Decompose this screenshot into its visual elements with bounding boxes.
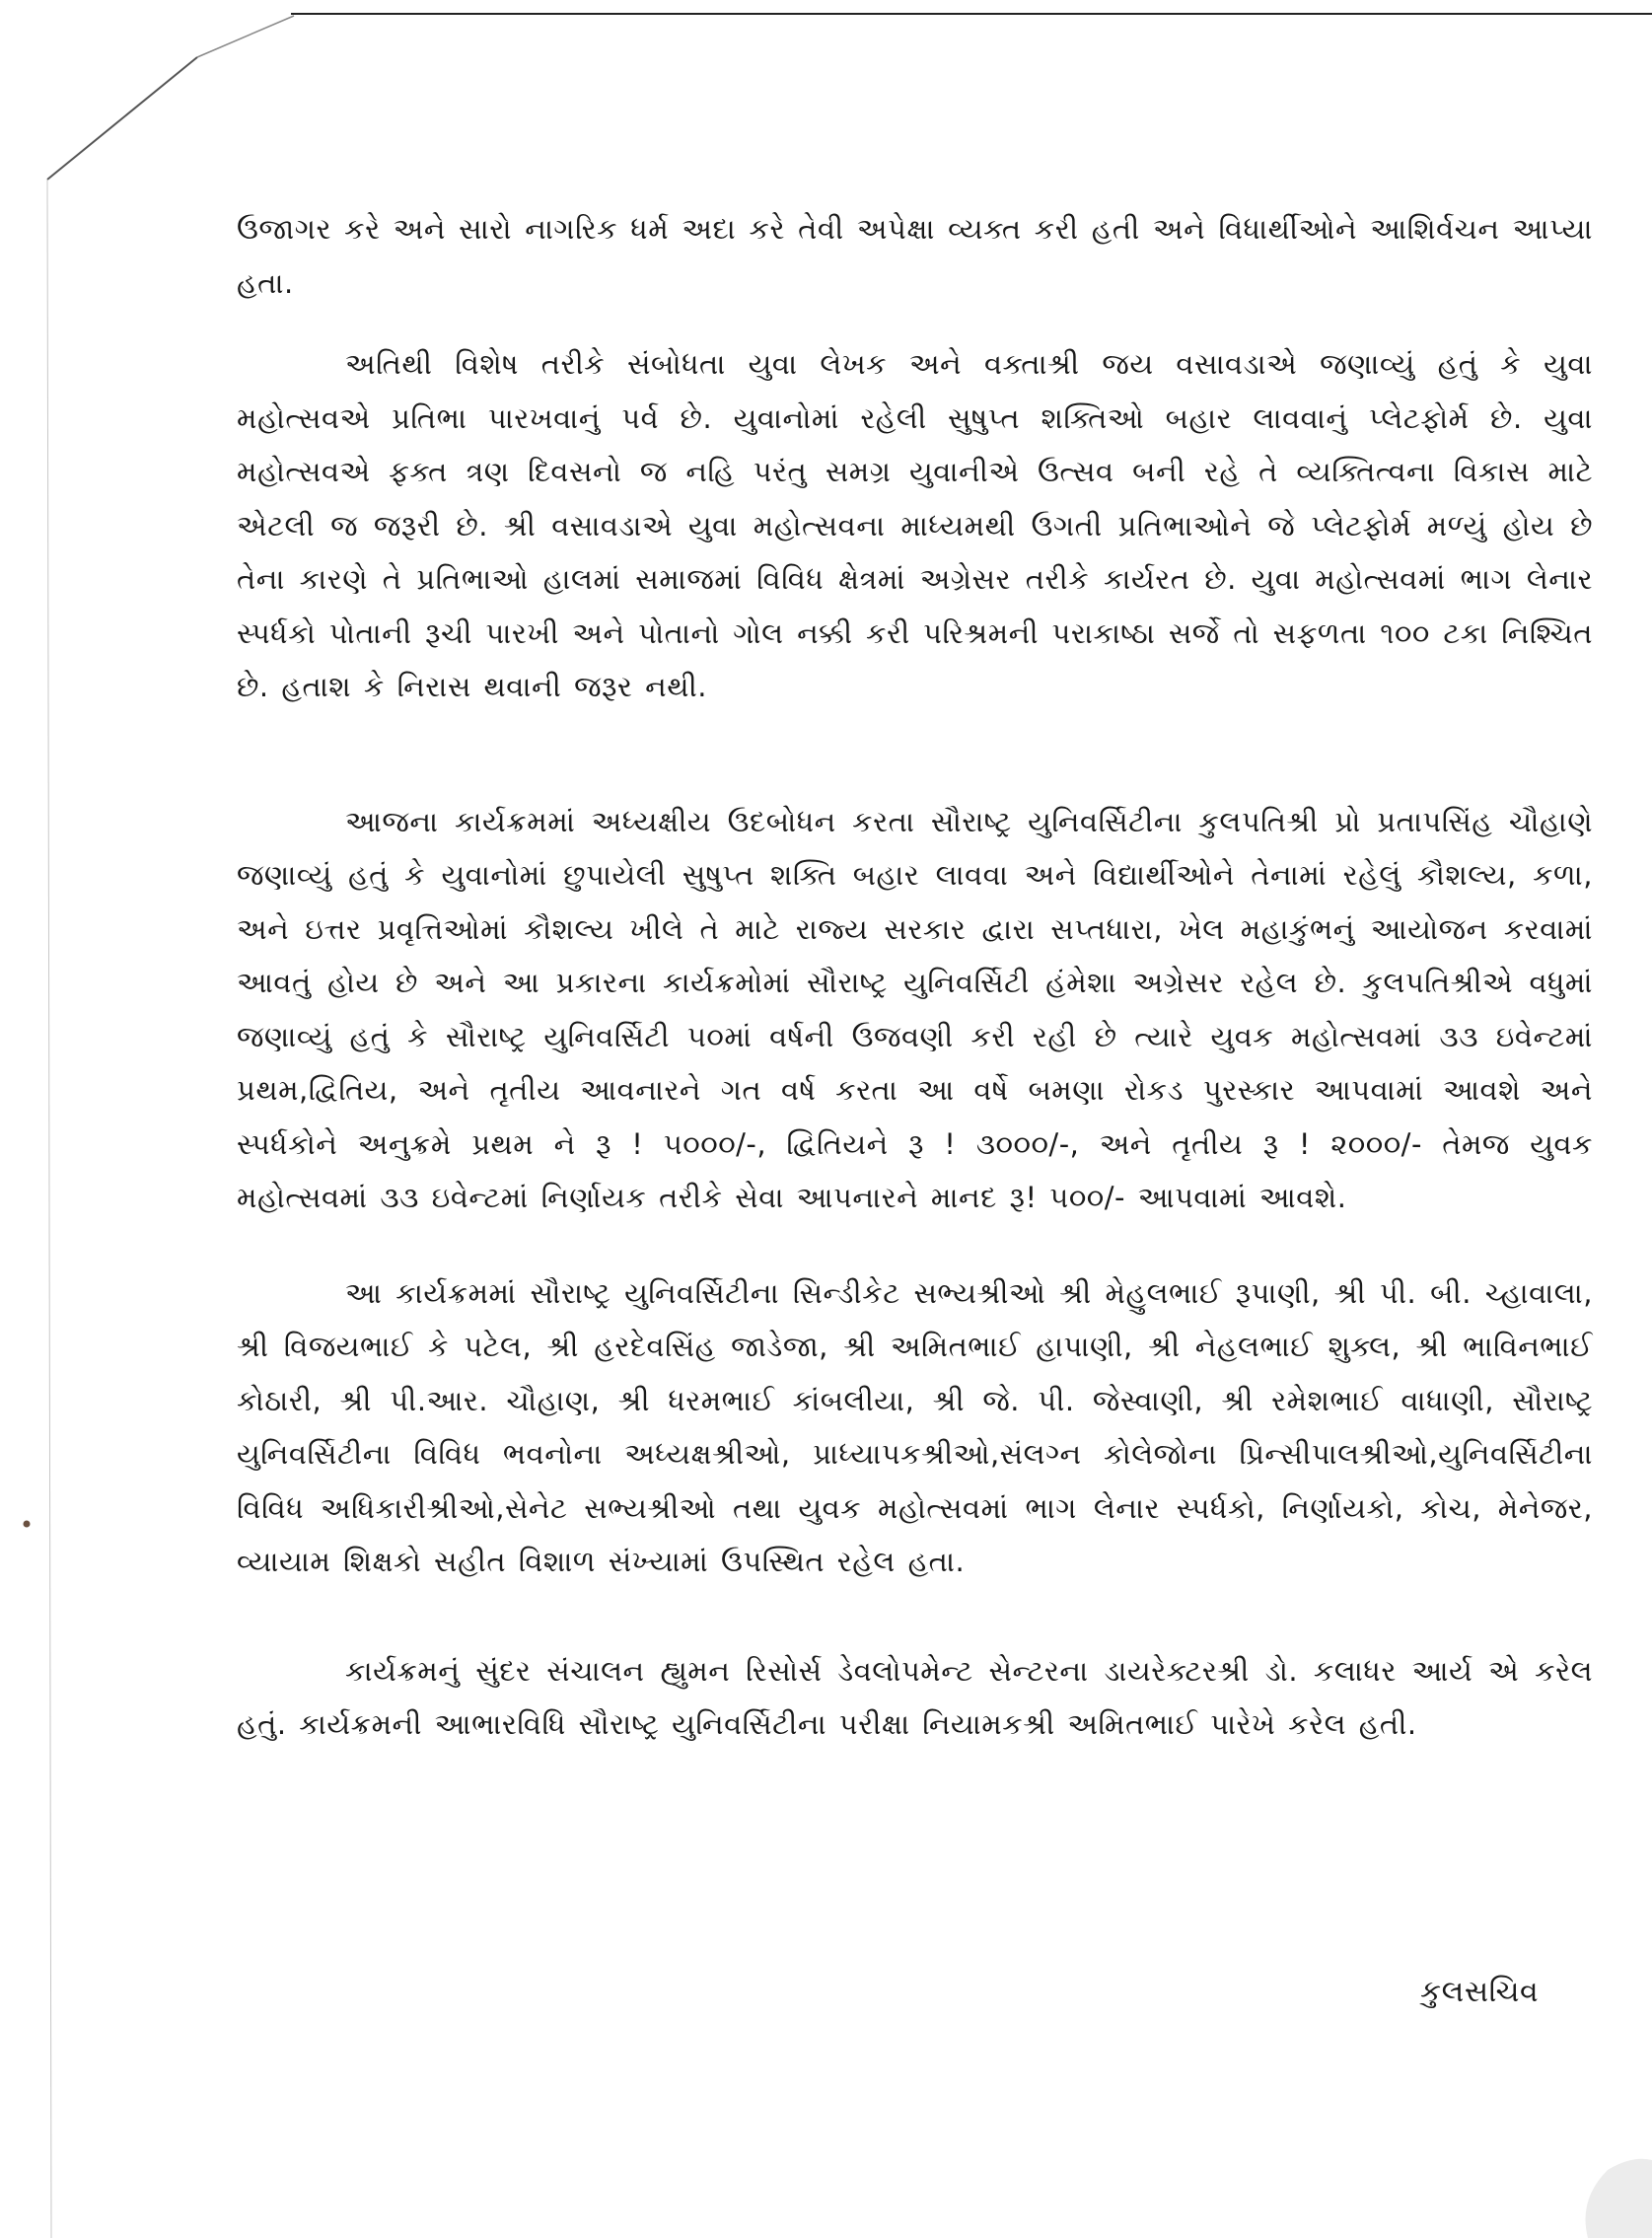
paragraph-attendees: આ કાર્યક્રમમાં સૌરાષ્ટ્ર યુનિવર્સિટીના સિન્ડીકેટ સભ્યશ્રીઓ શ્રી મેહુલભાઈ રૂપાણી, શ્રી પી. બી. ચ્હાવાલા, શ્રી વિજયભાઈ કે પટેલ, શ્રી હરદેવસિંહ જાડેજા, શ્રી અમિતભાઈ હાપાણી, શ્રી નેહલભાઈ શુક્લ, શ્રી ભાવિનભાઈ કોઠારી, શ્રી પી.આર. ચૌહાણ, શ્રી ધરમભાઈ કાંબલીયા, શ્રી જે. પી. જેસ્વાણી, શ્રી રમેશભાઈ વાધાણી, સૌરાષ્ટ્ર યુનિવર્સિટીના વિવિધ ભવનોના અધ્યક્ષશ્રીઓ, પ્રાધ્યાપકશ્રીઓ,સંલગ્ન કોલેજોના પ્રિન્સીપાલશ્રીઓ,યુનિવર્સિટીના વિવિધ અધિકારીશ્રીઓ,સેનેટ સભ્યશ્રીઓ તથા યુવક મહોત્સવમાં ભાગ લેનાર સ્પર્ધકો, નિર્ણાયકો, કોચ, મેનેજર, વ્યાયામ શિક્ષકો સહીત વિશાળ સંખ્યામાં ઉપસ્થિત રહેલ હતા. xyxy=(237,1275,1593,1578)
paragraph-blessing: ઉજાગર કરે અને સારો નાગરિક ધર્મ અદા કરે તેવી અપેક્ષા વ્યક્ત કરી હતી અને વિધાર્થીઓને આશિર્વચન આપ્યા હતા. xyxy=(237,212,1593,300)
signature-registrar: કુલસચિવ xyxy=(1420,1975,1540,2009)
paragraph-guest-speech: અતિથી વિશેષ તરીકે સંબોધતા યુવા લેખક અને વક્તાશ્રી જય વસાવડાએ જણાવ્યું હતું કે યુવા મહોત્સવએ પ્રતિભા પારખવાનું પર્વ છે. યુવાનોમાં રહેલી સુષુપ્ત શક્તિઓ બહાર લાવવાનું પ્લેટફોર્મ છે. યુવા મહોત્સવએ ફક્ત ત્રણ દિવસનો જ નહિ પરંતુ સમગ્ર યુવાનીએ ઉત્સવ બની રહે તે વ્યક્તિત્વના વિકાસ માટે એટલી જ જરૂરી છે. શ્રી વસાવડાએ યુવા મહોત્સવના માધ્યમથી ઉગતી પ્રતિભાઓને જે પ્લેટફોર્મ મળ્યું હોય છે તેના કારણે તે પ્રતિભાઓ હાલમાં સમાજમાં વિવિધ ક્ષેત્રમાં અગ્રેસર તરીકે કાર્યરત છે. યુવા મહોત્સવમાં ભાગ લેનાર સ્પર્ધકો પોતાની રૂચી પારખી અને પોતાનો ગોલ નક્કી કરી પરિશ્રમની પરાકાષ્ઠા સર્જે તો સફળતા ૧૦૦ ટકા નિશ્ચિત છે. હતાશ કે નિરાસ થવાની જરૂર નથી. xyxy=(237,347,1593,703)
paragraph-anchoring-thanks: કાર્યક્રમનું સુંદર સંચાલન હ્યુમન રિસોર્સ ડેવલોપમેન્ટ સેન્ટરના ડાયરેક્ટરશ્રી ડો. કલાધર આર્ય એ કરેલ હતું. કાર્યક્રમની આભારવિધિ સૌરાષ્ટ્ર યુનિવર્સિટીના પરીક્ષા નિયામકશ્રી અમિતભાઈ પારેખે કરેલ હતી. xyxy=(237,1653,1593,1741)
document-body xyxy=(237,202,1593,1752)
paragraph-vice-chancellor-speech: આજના કાર્યક્રમમાં અધ્યક્ષીય ઉદબોધન કરતા સૌરાષ્ટ્ર યુનિવર્સિટીના કુલપતિશ્રી પ્રો પ્રતાપસિંહ ચૌહાણે જણાવ્યું હતું કે યુવાનોમાં છુપાયેલી સુષુપ્ત શક્તિ બહાર લાવવા અને વિદ્યાર્થીઓને તેનામાં રહેલું કૌશલ્ય, કળા, અને ઇત્તર પ્રવૃત્તિઓમાં કૌશલ્ય ખીલે તે માટે રાજ્ય સરકાર દ્વારા સપ્તધારા, ખેલ મહાકુંભનું આયોજન કરવામાં આવતું હોય છે અને આ પ્રકારના કાર્યક્રમોમાં સૌરાષ્ટ્ર યુનિવર્સિટી હંમેશા અગ્રેસર રહેલ છે. કુલપતિશ્રીએ વધુમાં જણાવ્યું હતું કે સૌરાષ્ટ્ર યુનિવર્સિટી ૫૦માં વર્ષની ઉજવણી કરી રહી છે ત્યારે યુવક મહોત્સવમાં ૩૩ ઇવેન્ટમાં પ્રથમ,દ્વિતિય, અને તૃતીય આવનારને ગત વર્ષ કરતા આ વર્ષે બમણા રોકડ પુરસ્કાર આપવામાં આવશે અને સ્પર્ધકોને અનુક્રમે પ્રથમ ને રૂ ! ૫૦૦૦/-, દ્વિતિયને રૂ ! ૩૦૦૦/-, અને તૃતીય રૂ ! ૨૦૦૦/- તેમજ યુવક મહોત્સવમાં ૩૩ ઇવેન્ટમાં નિર્ણાયક તરીકે સેવા આપનારને માનદ રૂ! ૫૦૦/- આપવામાં આવશે. xyxy=(237,804,1593,1214)
